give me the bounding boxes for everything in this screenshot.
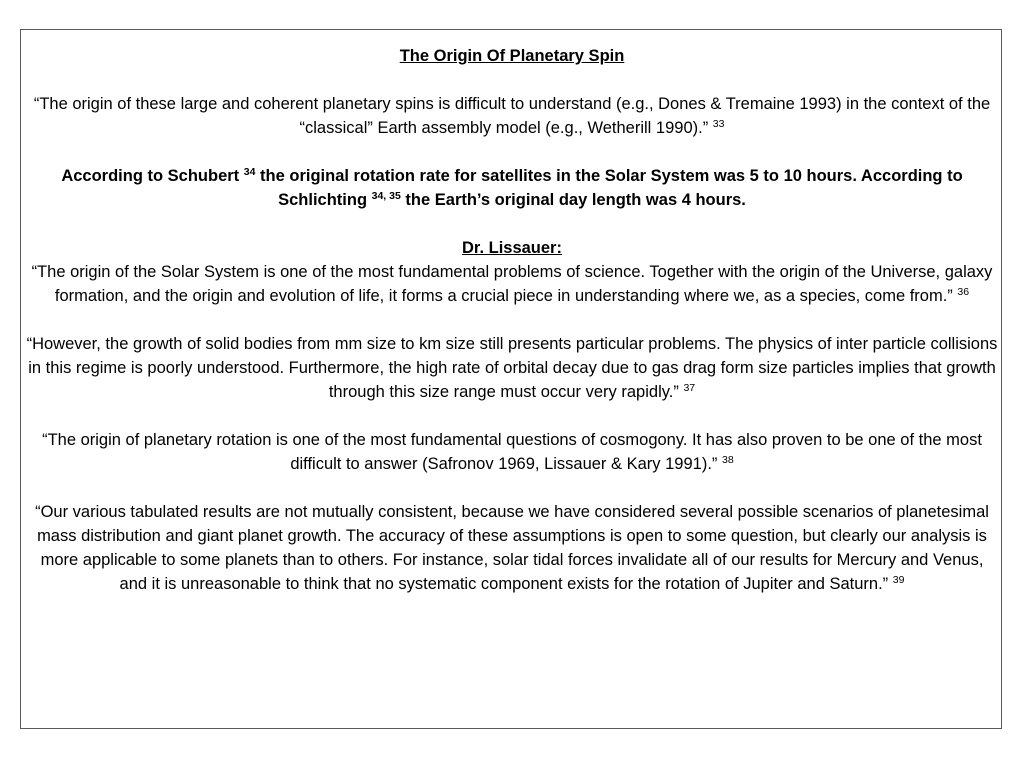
- reference-number: 34: [243, 166, 256, 178]
- quote-text: “The origin of these large and coherent planetary spins is difficult to understand (e.g., Dones & Tremaine 1993) in the context of the “classical” Earth assembly model (e.g., Wetherill 1990).”: [33, 95, 991, 137]
- quote-text: “Our various tabulated results are not mutually consistent, because we have considered several possible scenarios of planetesimal mass distribution and giant planet growth. The accuracy of these assumptions is open to some question, but clearly our analysis is more applicable to some planets than to others. For instance, solar tidal forces invalidate all of our results for Mercury and Venus, and it is unreasonable to think that no systematic component exists for the rotation of Jupiter and Saturn.”: [35, 503, 989, 593]
- reference-number: 39: [892, 574, 905, 586]
- slide-content: [26, 44, 998, 620]
- statement-text: According to Schubert: [61, 167, 240, 185]
- reference-number: 36: [957, 286, 970, 298]
- statement-text: the Earth’s original day length was 4 hours.: [405, 191, 746, 209]
- reference-number: 34, 35: [371, 190, 401, 202]
- lissauer-paragraph-3: [26, 428, 998, 476]
- bold-statement-paragraph: [26, 164, 998, 212]
- reference-number: 33: [712, 118, 725, 130]
- quote-paragraph-1: [26, 92, 998, 140]
- lissauer-paragraph-4: [26, 500, 998, 596]
- quote-text: “However, the growth of solid bodies from mm size to km size still presents particular problems. The physics of inter particle collisions in this regime is poorly understood. Furthermore, the high rate of orbital decay due to gas drag form size particles implies that growth through this size range must occur very rapidly.”: [26, 335, 998, 401]
- reference-number: 38: [722, 454, 734, 466]
- page-title: The Origin Of Planetary Spin: [399, 47, 625, 65]
- statement-text: the original rotation rate for satellites in the Solar System was 5 to 10 hours. According to Schlichting: [260, 167, 963, 209]
- lissauer-paragraph-1: [26, 236, 998, 308]
- quote-text: “The origin of planetary rotation is one of the most fundamental questions of cosmogony. It has also proven to be one of the most difficult to answer (Safronov 1969, Lissauer & Kary 1991).”: [42, 431, 982, 473]
- reference-number: 37: [683, 382, 696, 394]
- section-heading: Dr. Lissauer:: [462, 239, 562, 257]
- quote-text: “The origin of the Solar System is one of the most fundamental problems of science. Together with the origin of the Universe, galaxy formation, and the origin and evolution of life, it forms a crucial piece in understanding where we, as a species, come from.”: [31, 263, 993, 305]
- title-paragraph: [26, 44, 998, 68]
- lissauer-paragraph-2: [26, 332, 998, 404]
